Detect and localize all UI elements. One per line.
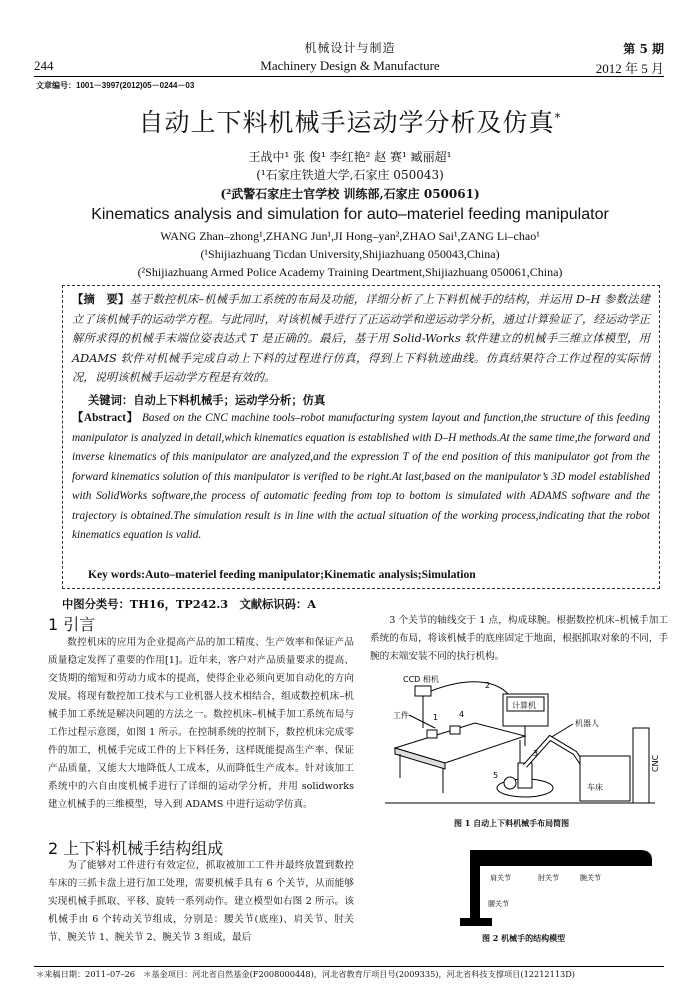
fig2-shoulder-label: 肩关节 (490, 874, 511, 882)
affiliation-en-2: (²Shijiazhuang Armed Police Academy Training Deartment,Shijiazhuang 050061,China) (137, 265, 563, 279)
section-1-title: 1 引言 (48, 615, 96, 634)
lathe-box (580, 756, 630, 801)
cnc-cabinet (633, 728, 649, 803)
keywords-cn: 关键词：自动上下料机械手；运动学分析；仿真 (88, 393, 326, 407)
fig1-label-5: 5 (493, 771, 499, 780)
fig1-cnc-label: CNC (651, 754, 660, 772)
title-footnote-mark: * (554, 110, 562, 125)
classification-line: 中图分类号：TH16，TP242.3 文献标识码：A (62, 597, 316, 611)
abstract-en (72, 409, 650, 546)
figure-2-arm-model (440, 840, 660, 930)
affiliation-en-1: (¹Shijiazhuang Ticdan University,Shijiazhuang 050043,China) (200, 247, 500, 261)
footer-note: ＊来稿日期：2011–07–26 ＊基金项目：河北省自然基金(F2008000448)，河北省教育厅项目号(2009335)，河北省科技支撑项目(12212113D) (36, 969, 576, 979)
affiliation-cn-2: (²武警石家庄士官学校 训练部,石家庄 050061) (220, 187, 480, 201)
figure-1-caption: 图 1 自动上下料机械手布局简图 (454, 818, 570, 828)
title-cn-text: 自动上下料机械手运动学分析及仿真 (138, 108, 555, 137)
authors-cn: 王战中¹ 张 俊¹ 李红艳² 赵 赛¹ 臧丽超¹ (248, 150, 452, 164)
journal-name-cn: 机械设计与制造 (304, 41, 396, 55)
fig1-lathe-label: 车床 (587, 783, 603, 792)
fig1-workpiece-label: 工件 (393, 711, 409, 720)
affiliation-cn-1: (¹石家庄铁道大学,石家庄 050043) (256, 168, 444, 182)
fig2-elbow-label: 肘关节 (538, 874, 559, 882)
fig2-waist-label: 腰关节 (488, 900, 509, 908)
right-column-body: 3 个关节的轴线交于 1 点，构成球腕。根据数控机床–机械手加工系统的布局，将该机械手的底座固定于地面，根据抓取对象的不同，手腕的末端安装不同的执行机构。 (370, 615, 668, 662)
journal-name-en: Machinery Design & Manufacture (260, 58, 440, 73)
issue-date: 2012 年 5 月 (595, 61, 664, 76)
issue-number: 第 5 期 (623, 42, 664, 56)
figure-1-layout-diagram (375, 668, 665, 813)
article-number: 文章编号：1001－3997(2012)05－0244－03 (36, 81, 195, 90)
section-1-body: 数控机床的应用为企业提高产品的加工精度、生产效率和保证产品质量稳定发挥了重要的作用[1]。近年来，客户对产品质量要求的提高、交货期的缩短和劳动力成本的提高，使得企业必须向更加自动化的方向发展。将现有数控加工技术与工业机器人技术相结合，组成数控机床–机械手加工系统是解决问题的方法之一。数控机床–机械手加工系统布局与工作过程示意图，如图 1 所示。在控制系统的控制下，数控机床完成零件的加工，机械手完成工件的上下料任务，这样既能提高生产率、保证产品质量，又能大大地降低人工成本，从而降低生产成本。针对该加工系统中的六自由度机械手进行了详细的运动学分析，并用 solidworks 建立机械手的三维模型，导入到 ADAMS 中进行运动学仿真。 (48, 637, 354, 810)
fig1-ccd-label: CCD 相机 (403, 675, 439, 684)
abstract-en-label: 【Abstract】 (72, 412, 139, 424)
title-cn (0, 103, 700, 139)
keywords-en: Key words:Auto–materiel feeding manipulator;Kinematic analysis;Simulation (88, 568, 476, 581)
fig1-label-1: 1 (433, 713, 439, 722)
fig1-label-2: 2 (485, 681, 491, 690)
section-2-title: 2 上下料机械手结构组成 (48, 839, 224, 858)
authors-en: WANG Zhan–zhong¹,ZHANG Jun¹,JI Hong–yan²,ZHAO Sai¹,ZANG Li–chao¹ (160, 229, 540, 243)
abstract-cn-label: 【摘 要】 (72, 292, 130, 306)
page-number: 244 (34, 58, 54, 73)
arm-model-body (470, 850, 652, 920)
fig2-wrist-label: 腕关节 (580, 874, 601, 882)
footer-rule (34, 966, 664, 967)
fig1-robot-label: 机器人 (575, 719, 599, 728)
fig1-computer-label: 计算机 (512, 701, 536, 710)
abstract-cn-text: 基于数控机床–机械手加工系统的布局及功能，详细分析了上下料机械手的结构，并运用 D–H 参数法建立了该机械手的运动学方程。与此同时，对该机械手进行了正运动学和逆运动学分析，通过计算验证了，经运动学正解所求得的机械手末端位姿表达式 T 是正确的。最后，基于用 Solid-Works 软件建立的机械手三维立体模型，用 ADAMS 软件对机械手完成自动上下料的过程进行仿真，得到上下料轨迹曲线。仿真结果符合工作过程的实际情况，说明该机械手运动学方程是有效的。 (72, 293, 650, 384)
header-rule (34, 76, 664, 77)
section-2-body: 为了能够对工件进行有效定位，抓取被加工工件并最终放置到数控车床的三抓卡盘上进行加工处理，需要机械手具有 6 个关节，从而能够实现机械手抓取、平移、旋转一系列动作。建立模型如右图 2 所示。该机械手由 6 个转动关节组成，分别是：腰关节(底座)、肩关节、肘关节、腕关节 1、腕关节 2、腕关节 3 组成，最后 (48, 860, 354, 943)
ccd-camera-icon (415, 686, 431, 696)
abstract-en-text: Based on the CNC machine tools–robot manufacturing system layout and function,the structure of this feeding manipulator is analyzed in detail,which kinematics equation is established with D–H methods.At the same time,the forward and inverse kinematics of this manipulator are analyzed,and the expression T of the end position of this manipulator got from the forward kinematics solution of this manipulator is verified to be right.At last,based on the manipulator’s 3D model established with SolidWorks software,the process of automatic feeding from top to bottom is simulated with ADAMS software and the trajectory is obtained.The simulation result is in line with the actual situation of the working process,indicating that the robot kinematics equation is valid. (72, 412, 650, 541)
figure-2-caption: 图 2 机械手的结构模型 (482, 933, 566, 943)
abstract-cn (72, 290, 650, 388)
fig1-label-4: 4 (459, 710, 465, 719)
fig1-label-3: 3 (533, 749, 539, 758)
title-en: Kinematics analysis and simulation for auto–materiel feeding manipulator (91, 206, 609, 223)
